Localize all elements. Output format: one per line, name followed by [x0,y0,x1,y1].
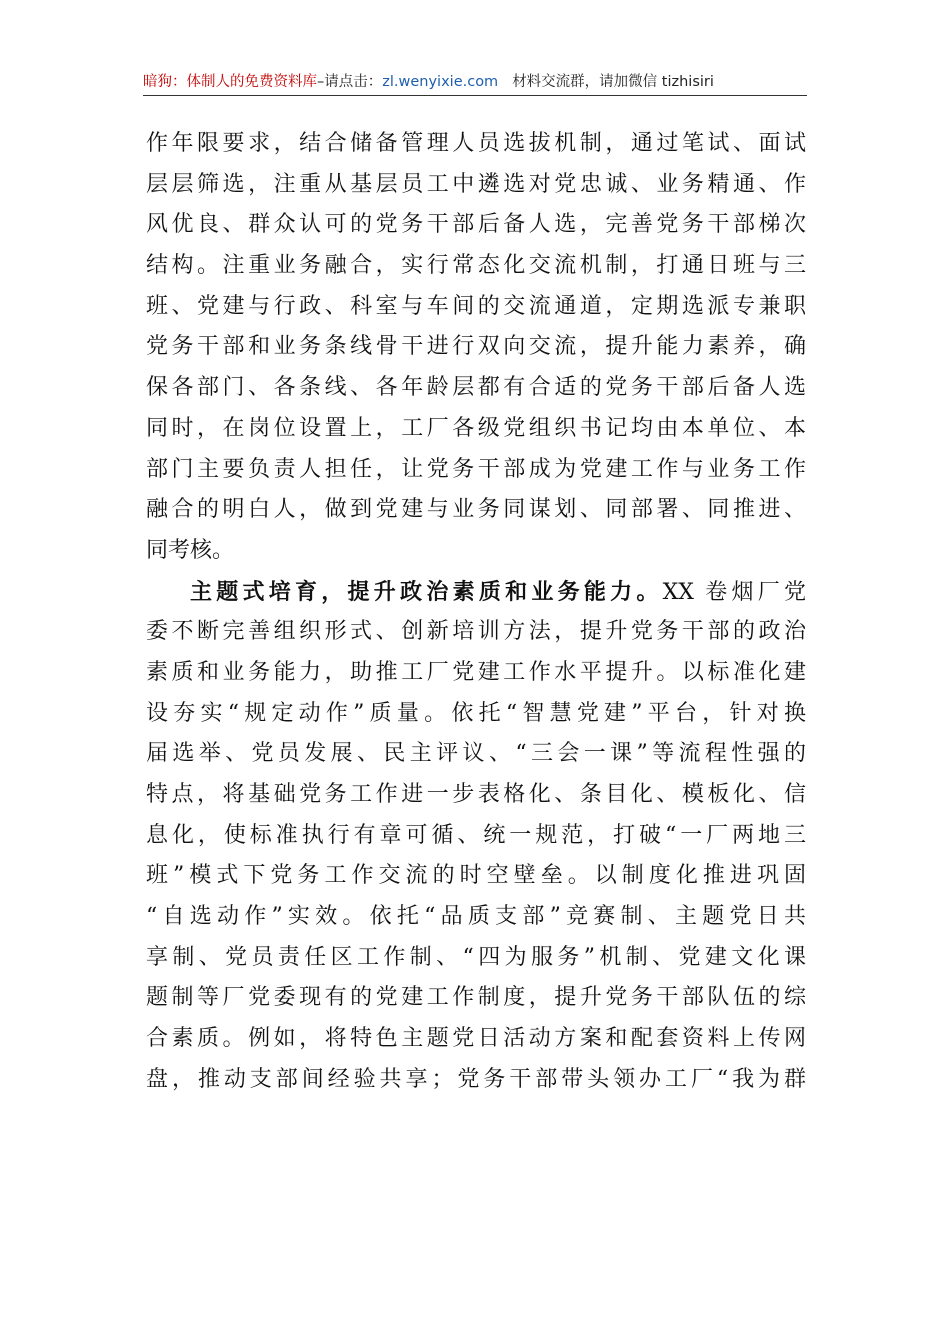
page-header [143,70,807,94]
document-body [146,124,806,1101]
body-line: 党务干部和业务条线骨干进行双向交流，提升能力素养，确 [146,334,806,360]
section-heading: 主题式培育，提升政治素质和业务能力。 [190,578,663,605]
body-line: 班”模式下党务工作交流的时空壁垒。以制度化推进巩固 [146,863,806,889]
header-link[interactable]: zl.wenyixie.com [382,74,499,90]
body-line: 融合的明白人，做到党建与业务同谋划、同部署、同推进、 [146,497,806,523]
paragraph-heading-line [146,572,806,613]
body-line: 享制、党员责任区工作制、“四为服务”机制、党建文化课 [146,944,806,970]
header-brand: 暗狗：体制人的免费资料库 [143,74,317,90]
body-line: 层层筛选，注重从基层员工中遴选对党忠诚、业务精通、作 [146,171,806,197]
body-line: 保各部门、各条线、各年龄层都有合适的党务干部后备人选 [146,375,806,401]
heading-line-rest: XX 卷烟厂党 [662,579,806,605]
body-line: 盘，推动支部间经验共享；党务干部带头领办工厂“我为群 [146,1066,806,1092]
body-line: 班、党建与行政、科室与车间的交流通道，定期选派专兼职 [146,293,806,319]
body-line: 同考核。 [146,537,235,563]
body-line: 合素质。例如，将特色主题党日活动方案和配套资料上传网 [146,1026,806,1052]
header-divider [143,95,807,96]
body-line: 委不断完善组织形式、创新培训方法，提升党务干部的政治 [146,619,806,645]
body-line: 同时，在岗位设置上，工厂各级党组织书记均由本单位、本 [146,415,806,441]
header-contact: 材料交流群，请加微信 tizhisiri [512,74,714,90]
body-line: “自选动作”实效。依托“品质支部”竞赛制、主题党日共 [146,904,806,930]
body-line: 设夯实“规定动作”质量。依托“智慧党建”平台，针对换 [146,700,806,726]
body-line: 题制等厂党委现有的党建工作制度，提升党务干部队伍的综 [146,985,806,1011]
body-line: 届选举、党员发展、民主评议、“三会一课”等流程性强的 [146,741,806,767]
body-line: 作年限要求，结合储备管理人员选拔机制，通过笔试、面试 [146,131,806,156]
body-line: 特点，将基础党务工作进一步表格化、条目化、模板化、信 [146,782,806,807]
body-line: 素质和业务能力，助推工厂党建工作水平提升。以标准化建 [146,659,806,685]
body-line: 风优良、群众认可的党务干部后备人选，完善党务干部梯次 [146,212,806,238]
body-line: 息化，使标准执行有章可循、统一规范，打破“一厂两地三 [146,822,806,848]
body-line: 结构。注重业务融合，实行常态化交流机制，打通日班与三 [146,253,806,279]
body-line: 部门主要负责人担任，让党务干部成为党建工作与业务工作 [146,456,806,482]
header-link-prefix: –请点击： [317,74,383,90]
